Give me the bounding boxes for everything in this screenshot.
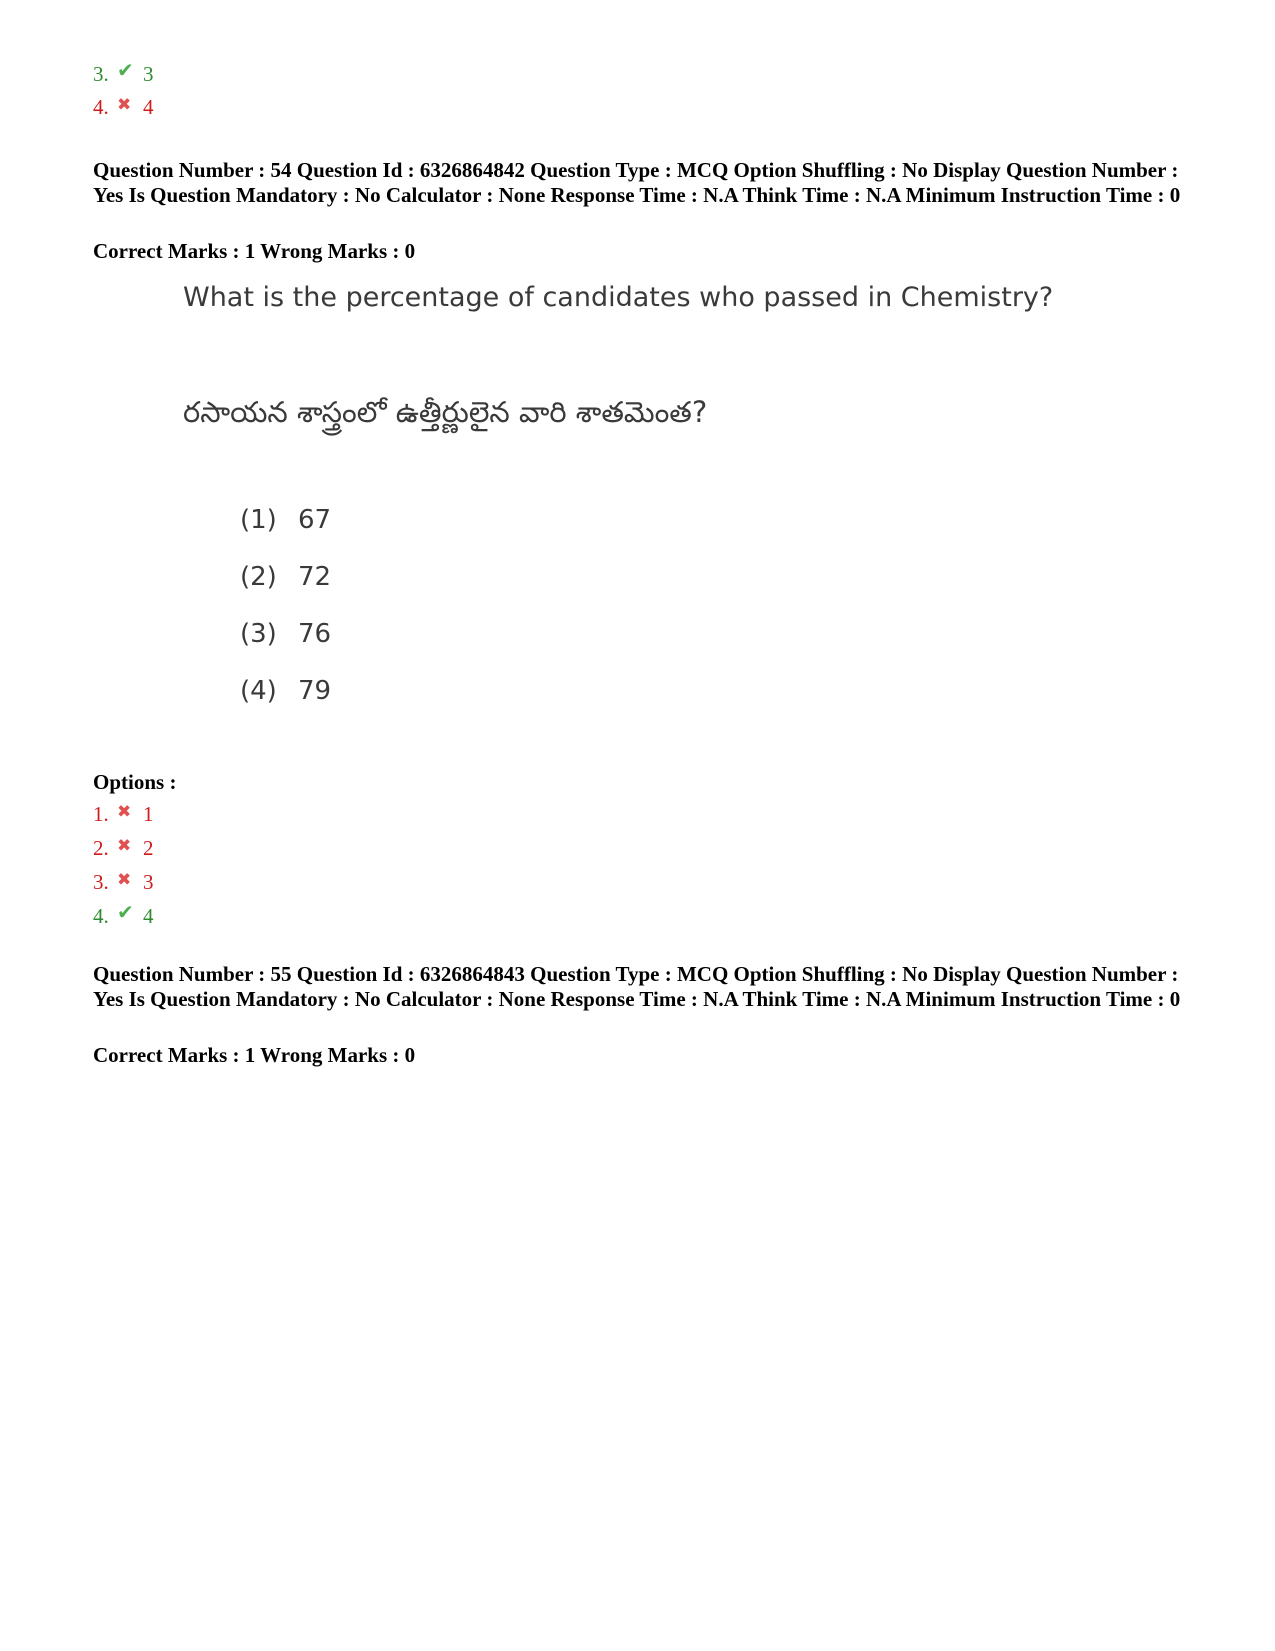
choice-label: (2) (240, 562, 277, 592)
option-value: 3 (143, 870, 154, 894)
cross-icon: ✖ (117, 870, 132, 890)
question-choice-4 (240, 674, 331, 708)
question-text-english: What is the percentage of candidates who passed in Chemistry? (183, 282, 1054, 313)
check-icon: ✔ (117, 900, 134, 924)
q54-option-2 (93, 836, 154, 862)
option-number: 4. (93, 904, 109, 928)
choice-value: 67 (298, 505, 332, 535)
option-value: 1 (143, 802, 154, 826)
option-number: 3. (93, 870, 109, 894)
choice-value: 76 (298, 619, 332, 649)
question-choice-1 (240, 503, 331, 537)
question-text-telugu: రసాయన శాస్త్రంలో ఉత్తీర్ణులైన వారి శాతమెంత? (183, 395, 708, 429)
question-choice-2 (240, 560, 331, 594)
prev-option-4 (93, 95, 154, 121)
options-heading: Options : (93, 770, 177, 794)
option-number: 2. (93, 836, 109, 860)
option-value: 4 (143, 904, 154, 928)
q55-metadata: Question Number : 55 Question Id : 6326864843 Question Type : MCQ Option Shuffling : No Display Question Number : Yes Is Question Mandatory : No Calculator : None Response Time : N.A Think Time : N.A Minimum Instruction Time : 0 (93, 962, 1181, 1011)
choice-label: (3) (240, 619, 277, 649)
cross-icon: ✖ (117, 95, 132, 115)
option-value: 3 (143, 62, 154, 86)
choice-label: (4) (240, 676, 277, 706)
q54-marks: Correct Marks : 1 Wrong Marks : 0 (93, 239, 416, 263)
choice-label: (1) (240, 505, 277, 535)
option-number: 4. (93, 95, 109, 119)
choice-value: 79 (298, 676, 332, 706)
question-choice-3 (240, 617, 331, 651)
choice-value: 72 (298, 562, 332, 592)
q54-option-1 (93, 802, 154, 828)
prev-option-3 (93, 58, 154, 86)
option-value: 4 (143, 95, 154, 119)
cross-icon: ✖ (117, 836, 132, 856)
check-icon: ✔ (117, 58, 134, 82)
q54-option-3 (93, 870, 154, 896)
q54-option-4 (93, 900, 154, 928)
cross-icon: ✖ (117, 802, 132, 822)
q54-metadata: Question Number : 54 Question Id : 6326864842 Question Type : MCQ Option Shuffling : No Display Question Number : Yes Is Question Mandatory : No Calculator : None Response Time : N.A Think Time : N.A Minimum Instruction Time : 0 (93, 158, 1181, 207)
option-value: 2 (143, 836, 154, 860)
option-number: 1. (93, 802, 109, 826)
option-number: 3. (93, 62, 109, 86)
q55-marks: Correct Marks : 1 Wrong Marks : 0 (93, 1043, 416, 1067)
